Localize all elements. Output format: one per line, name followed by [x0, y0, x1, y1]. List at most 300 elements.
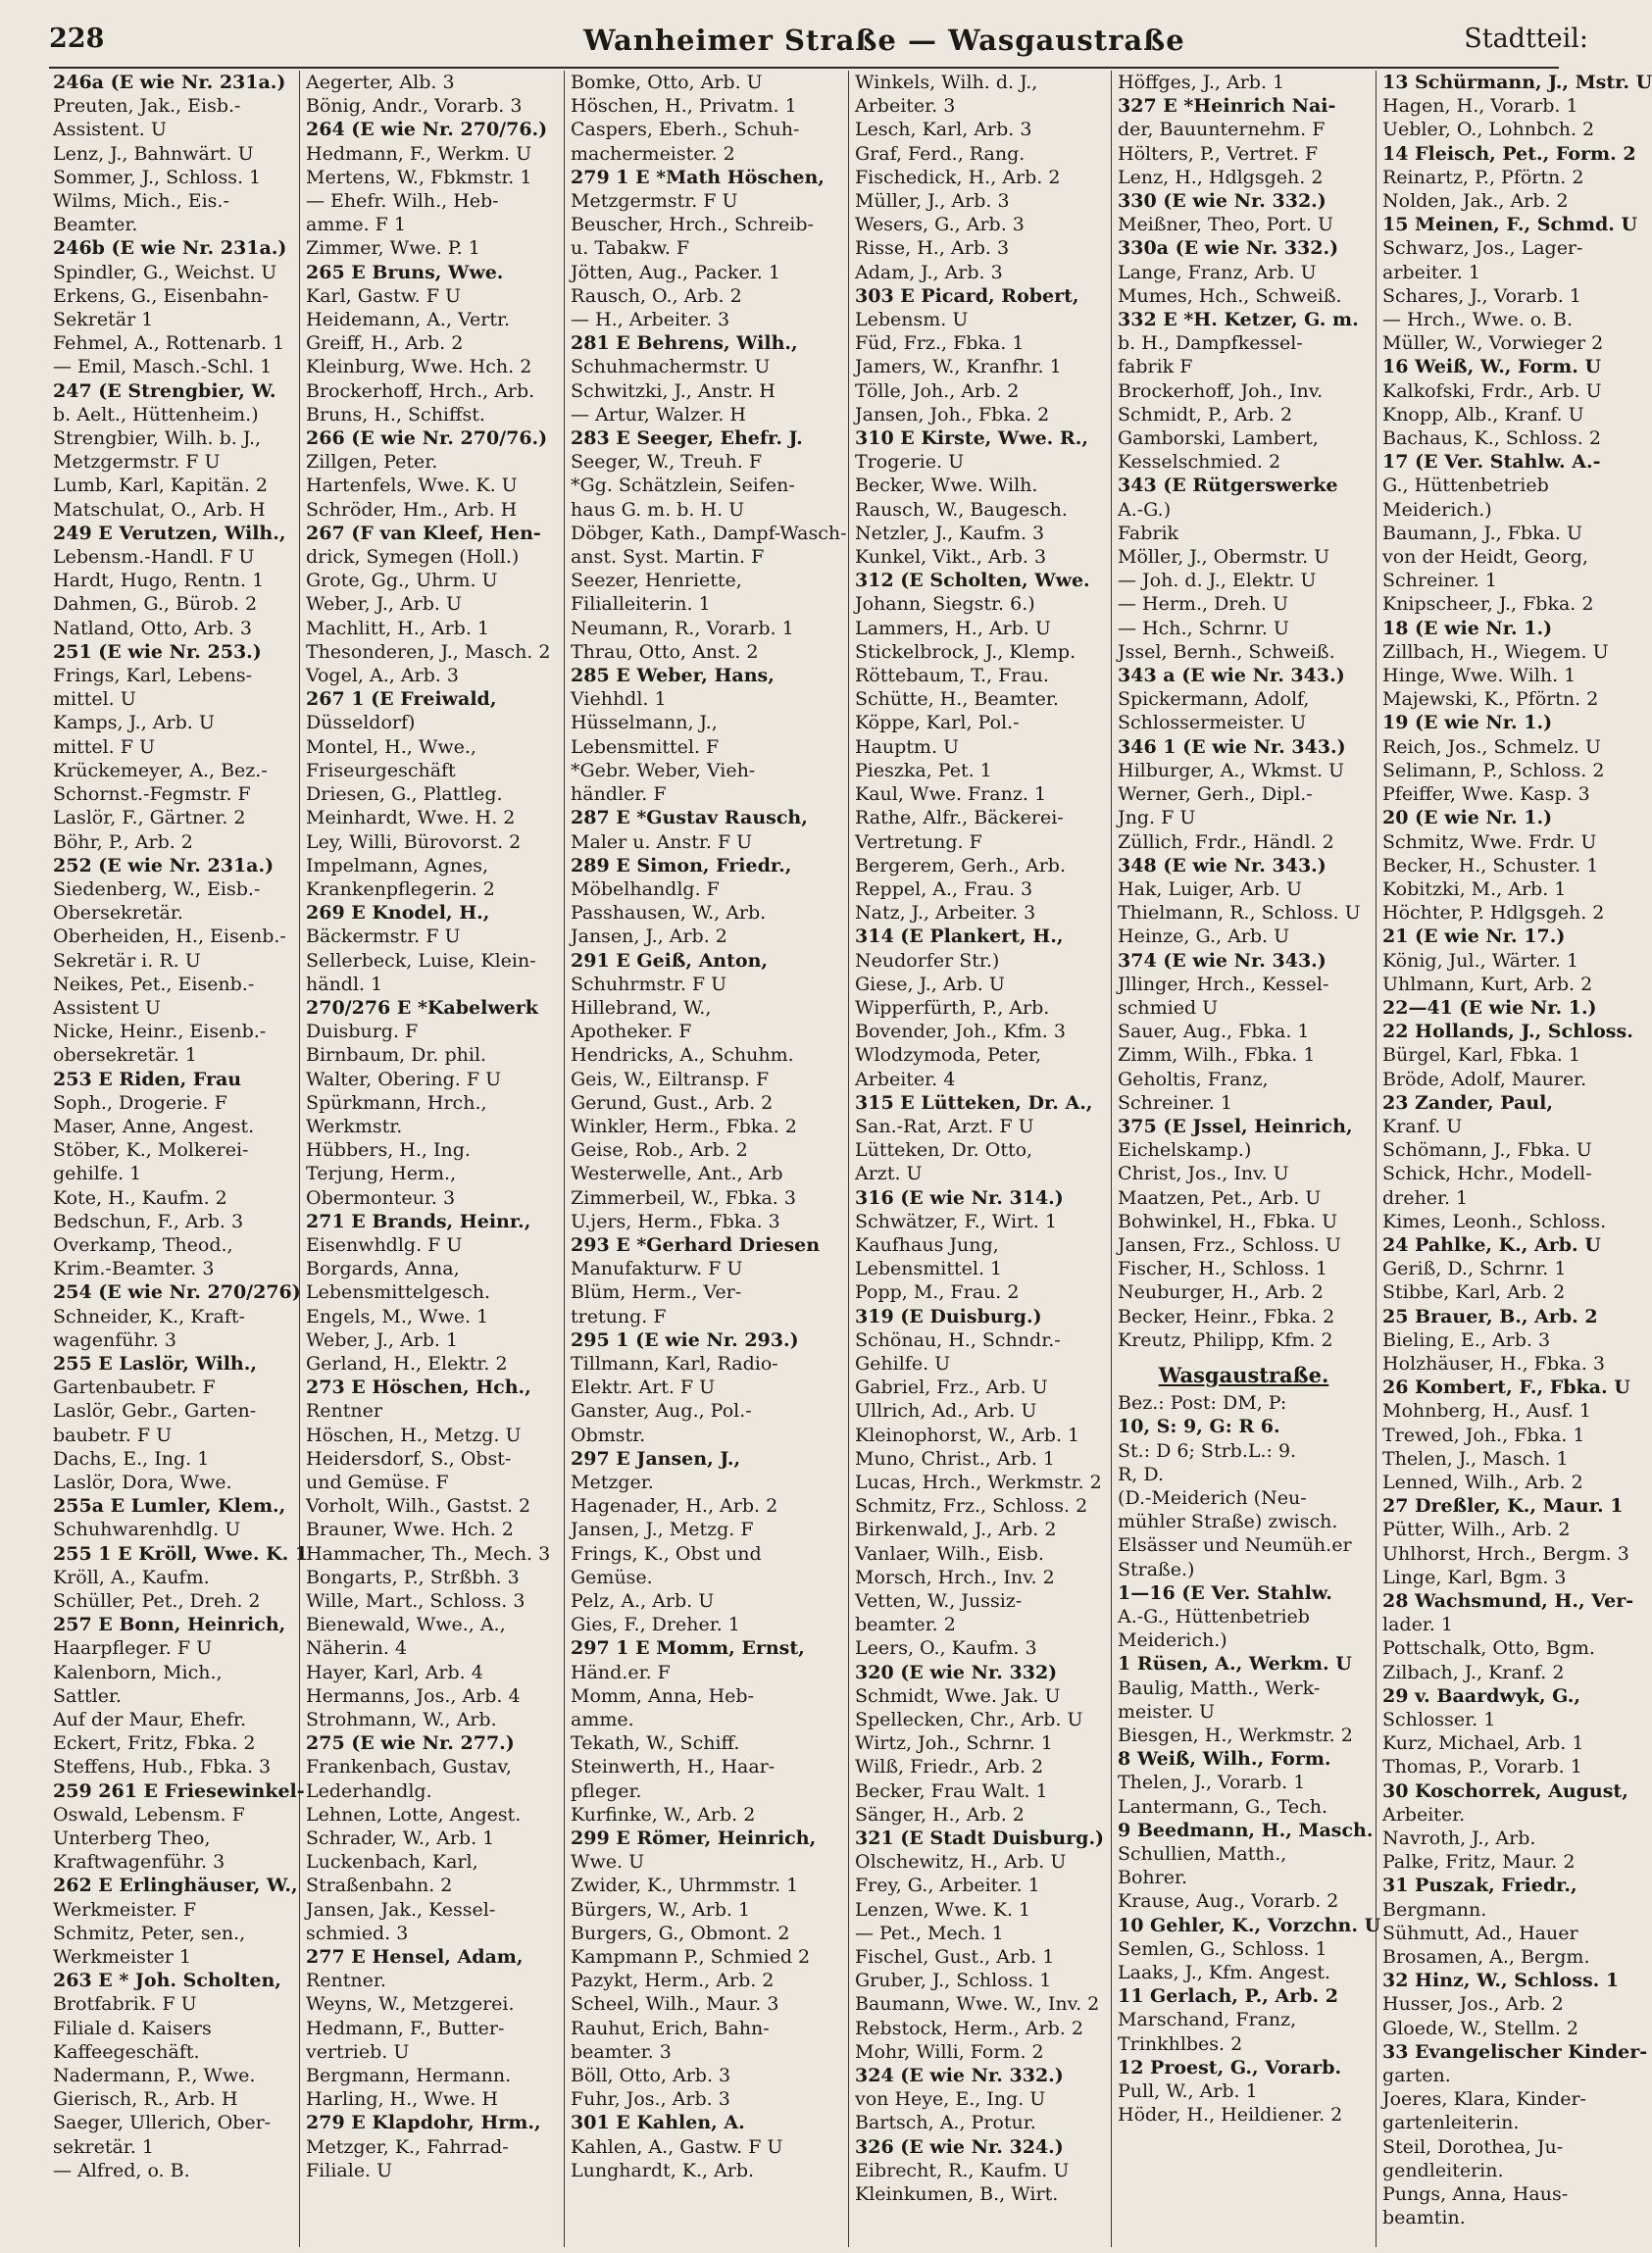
directory-entry-line: Straße.): [1118, 1558, 1195, 1580]
directory-entry-line: Kampmann P., Schmied 2: [571, 1946, 811, 1969]
directory-entry-line: Baumann, Wwe. W., Inv. 2: [855, 1993, 1100, 2016]
directory-entry-line: 271 E Brands, Heinr.,: [306, 1210, 531, 1232]
directory-entry-line: Ley, Willi, Bürovorst. 2: [306, 830, 522, 853]
directory-entry-line: Spellecken, Chr., Arb. U: [855, 1709, 1083, 1731]
directory-entry-line: Meiderich.): [1118, 1629, 1227, 1652]
directory-entry-line: Birnbaum, Dr. phil.: [306, 1044, 487, 1067]
directory-entry-line: Steil, Dorothea, Ju-: [1382, 2135, 1564, 2158]
directory-entry-line: Hedmann, F., Werkm. U: [306, 142, 532, 165]
directory-entry-line: Schmitz, Frz., Schloss. 2: [855, 1495, 1088, 1518]
directory-entry-line: Arbeiter.: [1382, 1803, 1466, 1826]
directory-entry-line: 266 (E wie Nr. 270/76.): [306, 427, 548, 450]
directory-entry-line: 277 E Hensel, Adam,: [306, 1946, 524, 1969]
directory-entry-line: Driesen, G., Plattleg.: [306, 783, 503, 806]
directory-entry-line: Tillmann, Karl, Radio-: [571, 1352, 778, 1375]
directory-entry-line: Aegerter, Alb. 3: [306, 72, 455, 93]
directory-entry-line: Spindler, G., Weichst. U: [53, 261, 277, 283]
directory-entry-line: 27 Dreßler, K., Maur. 1: [1382, 1495, 1624, 1518]
directory-entry-line: Bez.: Post: DM, P:: [1118, 1392, 1287, 1415]
directory-entry-line: Friseurgeschäft: [306, 759, 456, 781]
directory-entry-line: Schmidt, Wwe. Jak. U: [855, 1684, 1061, 1707]
directory-entry-line: 374 (E wie Nr. 343.): [1118, 949, 1327, 972]
directory-entry-line: Müller, W., Vorwieger 2: [1382, 332, 1604, 355]
directory-entry-line: Jng. F U: [1118, 807, 1196, 829]
directory-entry-line: Hammacher, Th., Mech. 3: [306, 1542, 551, 1565]
directory-entry-line: Werkmeister. F: [53, 1898, 197, 1921]
directory-entry-line: Netzler, J., Kaufm. 3: [855, 522, 1045, 544]
directory-entry-line: Weyns, W., Metzgerei.: [306, 1993, 515, 2016]
directory-entry-line: Frings, K., Obst und: [571, 1542, 762, 1565]
directory-entry-line: Fischedick, H., Arb. 2: [855, 166, 1061, 188]
directory-entry-line: Olschewitz, H., Arb. U: [855, 1851, 1067, 1874]
directory-entry-line: 348 (E wie Nr. 343.): [1118, 854, 1327, 876]
directory-entry-line: garten.: [1382, 2065, 1451, 2087]
directory-entry-line: Filialleiterin. 1: [571, 593, 711, 616]
directory-entry-line: Thrau, Otto, Anst. 2: [571, 640, 759, 663]
directory-entry-line: Seeger, W., Treuh. F: [571, 451, 763, 474]
directory-entry-line: Jllinger, Hrch., Kessel-: [1118, 973, 1329, 995]
directory-entry-line: Blüm, Herm., Ver-: [571, 1281, 742, 1304]
directory-entry-line: Hagen, H., Vorarb. 1: [1382, 95, 1578, 118]
directory-entry-line: Pottschalk, Otto, Bgm.: [1382, 1637, 1595, 1660]
directory-entry-line: 287 E *Gustav Rausch,: [571, 807, 808, 829]
directory-entry-line: Becker, H., Schuster. 1: [1382, 854, 1599, 876]
directory-entry-line: Kalenborn, Mich.,: [53, 1661, 223, 1683]
directory-entry-line: Unterberg Theo,: [53, 1827, 211, 1850]
directory-entry-line: Eckert, Fritz, Fbka. 2: [53, 1732, 256, 1755]
directory-entry-line: Jötten, Aug., Packer. 1: [571, 261, 780, 283]
directory-entry-line: 13 Schürmann, J., Mstr. U: [1382, 72, 1652, 93]
directory-entry-line: 20 (E wie Nr. 1.): [1382, 807, 1553, 829]
directory-entry-line: 343 (E Rütgerswerke: [1118, 475, 1338, 497]
directory-entry-line: Caspers, Eberh., Schuh-: [571, 119, 800, 141]
directory-entry-line: Hölters, P., Vertret. F: [1118, 142, 1319, 165]
directory-entry-line: 326 (E wie Nr. 324.): [855, 2135, 1064, 2158]
directory-entry-line: 267 (F van Kleef, Hen-: [306, 522, 541, 544]
directory-entry-line: Frankenbach, Gustav,: [306, 1756, 512, 1778]
directory-entry-line: Strengbier, Wilh. b. J.,: [53, 427, 262, 450]
directory-entry-line: Thielmann, R., Schloss. U: [1118, 902, 1361, 925]
directory-entry-line: Pungs, Anna, Haus-: [1382, 2183, 1569, 2206]
directory-entry-line: Lenned, Wilh., Arb. 2: [1382, 1471, 1583, 1493]
directory-entry-line: Hardt, Hugo, Rentn. 1: [53, 570, 265, 592]
directory-entry-line: Kote, H., Kaufm. 2: [53, 1186, 227, 1209]
directory-entry-line: 285 E Weber, Hans,: [571, 665, 775, 687]
directory-entry-line: Bönig, Andr., Vorarb. 3: [306, 95, 523, 118]
directory-entry-line: 297 E Jansen, J.,: [571, 1447, 741, 1470]
directory-entry-line: pfleger.: [571, 1779, 642, 1802]
directory-entry-line: Auf der Maur, Ehefr.: [53, 1709, 247, 1731]
directory-entry-line: Fischel, Gust., Arb. 1: [855, 1946, 1055, 1969]
directory-entry-line: Höschen, H., Privatm. 1: [571, 95, 797, 118]
directory-entry-line: Kaufhaus Jung,: [855, 1233, 999, 1256]
directory-entry-line: 330a (E wie Nr. 332.): [1118, 237, 1339, 260]
directory-entry-line: Schmitz, Wwe. Frdr. U: [1382, 830, 1597, 853]
directory-entry-line: Popp, M., Frau. 2: [855, 1281, 1020, 1304]
page-header: [49, 18, 1588, 69]
directory-entry-line: drick, Symegen (Holl.): [306, 546, 520, 569]
directory-entry-line: 254 (E wie Nr. 270/276): [53, 1281, 301, 1304]
directory-entry-line: Hillebrand, W.,: [571, 996, 712, 1019]
directory-entry-line: händler. F: [571, 783, 667, 806]
directory-entry-line: Kamps, J., Arb. U: [53, 712, 215, 734]
directory-entry-line: 299 E Römer, Heinrich,: [571, 1827, 817, 1850]
directory-entry-line: Strohmann, W., Arb.: [306, 1709, 497, 1731]
directory-entry-line: Arzt. U: [855, 1163, 923, 1185]
directory-entry-line: Leers, O., Kaufm. 3: [855, 1637, 1037, 1660]
directory-entry-line: Eisenwhdlg. F U: [306, 1233, 463, 1256]
directory-entry-line: 332 E *H. Ketzer, G. m.: [1118, 309, 1359, 331]
directory-entry-line: — Alfred, o. B.: [53, 2159, 190, 2181]
directory-entry-line: Biesgen, H., Werkmstr. 2: [1118, 1725, 1353, 1747]
directory-entry-line: 273 E Höschen, Hch.,: [306, 1377, 531, 1399]
directory-entry-line: Ganster, Aug., Pol.-: [571, 1400, 752, 1423]
directory-entry-line: Schlossermeister. U: [1118, 712, 1307, 734]
directory-entry-line: 265 E Bruns, Wwe.: [306, 261, 504, 283]
directory-entry-line: Trinkhlbes. 2: [1118, 2032, 1243, 2055]
directory-entry-line: Zwider, K., Uhrmmstr. 1: [571, 1875, 799, 1897]
directory-entry-line: Lange, Franz, Arb. U: [1118, 261, 1317, 283]
directory-entry-line: Jansen, J., Arb. 2: [571, 926, 727, 948]
directory-entry-line: 14 Fleisch, Pet., Form. 2: [1382, 142, 1636, 165]
directory-entry-line: 321 (E Stadt Duisburg.): [855, 1827, 1105, 1850]
directory-entry-line: 1—16 (E Ver. Stahlw.: [1118, 1581, 1332, 1604]
directory-entry-line: Höschen, H., Metzg. U: [306, 1424, 522, 1446]
directory-entry-line: Thomas, P., Vorarb. 1: [1382, 1756, 1582, 1778]
directory-entry-line: Apotheker. F: [571, 1021, 692, 1043]
directory-entry-line: Kleinburg, Wwe. Hch. 2: [306, 356, 532, 378]
directory-entry-line: sekretär. 1: [53, 2135, 154, 2158]
directory-entry-line: Burgers, G., Obmont. 2: [571, 1922, 790, 1944]
directory-entry-line: 289 E Simon, Friedr.,: [571, 854, 792, 876]
directory-entry-line: Greiff, H., Arb. 2: [306, 332, 464, 355]
directory-entry-line: König, Jul., Wärter. 1: [1382, 949, 1579, 972]
directory-entry-line: Selimann, P., Schloss. 2: [1382, 759, 1605, 781]
directory-entry-line: Nadermann, P., Wwe.: [53, 2065, 256, 2087]
directory-entry-line: 31 Puszak, Friedr.,: [1382, 1875, 1577, 1897]
directory-entry-line: gendleiterin.: [1382, 2159, 1504, 2181]
directory-entry-line: — Ehefr. Wilh., Heb-: [306, 190, 499, 213]
directory-entry-line: 255 E Laslör, Wilh.,: [53, 1352, 257, 1375]
directory-entry-line: Vertretung. F: [855, 830, 982, 853]
directory-entry-line: Bohrer.: [1118, 1867, 1187, 1889]
directory-entry-line: Reinartz, P., Pförtn. 2: [1382, 166, 1584, 188]
directory-entry-line: Bomke, Otto, Arb. U: [571, 72, 763, 93]
directory-entry-line: Schröder, Hm., Arb. H: [306, 498, 518, 521]
directory-entry-line: Brotfabrik. F U: [53, 1993, 197, 2016]
directory-entry-line: Oswald, Lebensm. F: [53, 1803, 245, 1826]
directory-entry-line: Montel, H., Wwe.,: [306, 735, 476, 758]
directory-entry-line: 279 E Klapdohr, Hrm.,: [306, 2112, 541, 2134]
directory-entry-line: Preuten, Jak., Eisb.-: [53, 95, 241, 118]
directory-entry-line: Rentner: [306, 1400, 382, 1423]
directory-entry-line: Reppel, A., Frau. 3: [855, 877, 1033, 900]
directory-entry-line: 281 E Behrens, Wilh.,: [571, 332, 798, 355]
directory-entry-line: Schmidt, P., Arb. 2: [1118, 403, 1293, 426]
directory-entry-line: Mohnberg, H., Ausf. 1: [1382, 1400, 1592, 1423]
directory-entry-line: 324 (E wie Nr. 332.): [855, 2065, 1064, 2087]
directory-entry-line: Overkamp, Theod.,: [53, 1233, 233, 1256]
directory-entry-line: — Emil, Masch.-Schl. 1: [53, 356, 273, 378]
column-5: [1112, 71, 1381, 2247]
directory-entry-line: Hedmann, F., Butter-: [306, 2017, 505, 2039]
directory-entry-line: Lunghardt, K., Arb.: [571, 2159, 755, 2181]
directory-entry-line: Assistent U: [53, 996, 161, 1019]
directory-entry-line: Fabrik: [1118, 522, 1179, 544]
directory-entry-line: — Joh. d. J., Elektr. U: [1118, 570, 1317, 592]
directory-entry-line: Bovender, Joh., Kfm. 3: [855, 1021, 1066, 1043]
directory-entry-line: Dachs, E., Ing. 1: [53, 1447, 210, 1470]
directory-entry-line: Manufakturw. F U: [571, 1258, 743, 1280]
directory-entry-line: Bruns, H., Schiffst.: [306, 403, 485, 426]
directory-entry-line: Schwitzki, J., Anstr. H: [571, 379, 776, 402]
directory-entry-line: 255a E Lumler, Klem.,: [53, 1495, 286, 1518]
directory-entry-line: Heidersdorf, S., Obst-: [306, 1447, 512, 1470]
directory-entry-line: Neuburger, H., Arb. 2: [1118, 1281, 1324, 1304]
directory-entry-line: Lenz, J., Bahnwärt. U: [53, 142, 254, 165]
directory-entry-line: 26 Kombert, F., Fbka. U: [1382, 1377, 1630, 1399]
directory-entry-line: Natz, J., Arbeiter. 3: [855, 902, 1036, 925]
column-4: [849, 71, 1112, 2247]
directory-entry-line: Kraftwagenführ. 3: [53, 1851, 225, 1874]
directory-entry-line: Weber, J., Arb. U: [306, 593, 463, 616]
directory-entry-line: Filiale. U: [306, 2159, 393, 2181]
directory-entry-line: lader. 1: [1382, 1614, 1453, 1636]
directory-entry-line: Natland, Otto, Arb. 3: [53, 617, 252, 639]
directory-entry-line: Majewski, K., Pförtn. 2: [1382, 688, 1599, 711]
directory-entry-line: — Artur, Walzer. H: [571, 403, 746, 426]
directory-entry-line: Düsseldorf): [306, 712, 416, 734]
directory-entry-line: Becker, Wwe. Wilh.: [855, 475, 1038, 497]
directory-entry-line: 29 v. Baardwyk, G.,: [1382, 1684, 1580, 1707]
directory-entry-line: Bedschun, F., Arb. 3: [53, 1210, 244, 1232]
directory-entry-line: Sekretär i. R. U: [53, 949, 201, 972]
directory-entry-line: vertrieb. U: [306, 2040, 410, 2063]
directory-entry-line: Jansen, Joh., Fbka. 2: [855, 403, 1050, 426]
directory-entry-line: Metzger.: [571, 1471, 654, 1493]
directory-entry-line: Harling, H., Wwe. H: [306, 2088, 498, 2111]
directory-entry-line: Laaks, J., Kfm. Angest.: [1118, 1962, 1330, 1984]
directory-entry-line: Schömann, J., Fbka. U: [1382, 1139, 1592, 1162]
directory-entry-line: Rentner.: [306, 1970, 386, 1992]
directory-entry-line: Schütte, H., Beamter.: [855, 688, 1059, 711]
directory-entry-line: Wilß, Friedr., Arb. 2: [855, 1756, 1044, 1778]
directory-entry-line: Westerwelle, Ant., Arb: [571, 1163, 783, 1185]
directory-entry-line: Lebensm.-Handl. F U: [53, 546, 255, 569]
directory-entry-line: Thelen, J., Vorarb. 1: [1118, 1772, 1306, 1794]
directory-entry-line: Becker, Frau Walt. 1: [855, 1779, 1048, 1802]
column-6: [1377, 71, 1652, 2247]
directory-entry-line: Gerund, Gust., Arb. 2: [571, 1091, 774, 1114]
directory-entry-line: Sommer, J., Schloss. 1: [53, 166, 262, 188]
directory-entry-line: Schick, Hchr., Modell-: [1382, 1163, 1592, 1185]
directory-entry-line: Obmstr.: [571, 1424, 646, 1446]
directory-entry-line: 247 (E Strengbier, W.: [53, 379, 276, 402]
directory-entry-line: Beamter.: [53, 214, 138, 236]
directory-entry-line: Bienewald, Wwe., A.,: [306, 1614, 506, 1636]
directory-entry-line: Schuhrmstr. F U: [571, 973, 727, 995]
directory-entry-line: G., Hüttenbetrieb: [1382, 475, 1549, 497]
directory-entry-line: Stöber, K., Molkerei-: [53, 1139, 249, 1162]
directory-entry-line: Kahlen, A., Gastw. F U: [571, 2135, 783, 2158]
directory-entry-line: Seezer, Henriette,: [571, 570, 742, 592]
directory-entry-line: Husser, Jos., Arb. 2: [1382, 1993, 1564, 2016]
directory-entry-line: 18 (E wie Nr. 1.): [1382, 617, 1553, 639]
column-1: [47, 71, 309, 2247]
directory-entry-line: Christ, Jos., Inv. U: [1118, 1163, 1289, 1185]
directory-entry-line: Hayer, Karl, Arb. 4: [306, 1661, 483, 1683]
directory-entry-line: Kröll, A., Kaufm.: [53, 1566, 210, 1588]
directory-entry-line: baubetr. F U: [53, 1424, 173, 1446]
directory-entry-line: 310 E Kirste, Wwe. R.,: [855, 427, 1088, 450]
directory-entry-line: 257 E Bonn, Heinrich,: [53, 1614, 286, 1636]
directory-entry-line: Müller, J., Arb. 3: [855, 190, 1010, 213]
directory-entry-line: Kurfinke, W., Arb. 2: [571, 1803, 756, 1826]
directory-entry-line: Uebler, O., Lohnbch. 2: [1382, 119, 1595, 141]
directory-entry-line: Vanlaer, Wilh., Eisb.: [855, 1542, 1044, 1565]
directory-entry-line: haus G. m. b. H. U: [571, 498, 745, 521]
directory-entry-line: 246b (E wie Nr. 231a.): [53, 237, 287, 260]
directory-entry-line: Kunkel, Vikt., Arb. 3: [855, 546, 1047, 569]
directory-entry-line: Heinze, G., Arb. U: [1118, 926, 1290, 948]
directory-entry-line: Hübbers, H., Ing.: [306, 1139, 471, 1162]
directory-entry-line: Lenz, H., Hdlgsgeh. 2: [1118, 166, 1324, 188]
directory-entry-line: Becker, Heinr., Fbka. 2: [1118, 1305, 1335, 1327]
directory-entry-line: Rausch, W., Baugesch.: [855, 498, 1068, 521]
directory-entry-line: 263 E * Joh. Scholten,: [53, 1970, 281, 1992]
directory-entry-line: — Hrch., Wwe. o. B.: [1382, 309, 1573, 331]
directory-entry-line: Brauner, Wwe. Hch. 2: [306, 1519, 514, 1541]
directory-entry-line: Wilms, Mich., Eis.-: [53, 190, 229, 213]
directory-entry-line: Neikes, Pet., Eisenb.-: [53, 973, 255, 995]
directory-entry-line: Birkenwald, J., Arb. 2: [855, 1519, 1057, 1541]
directory-entry-line: Bergerem, Gerh., Arb.: [855, 854, 1066, 876]
directory-entry-line: Risse, H., Arb. 3: [855, 237, 1010, 260]
directory-entry-line: Kurz, Michael, Arb. 1: [1382, 1732, 1584, 1755]
directory-entry-line: Kleinkumen, B., Wirt.: [855, 2183, 1059, 2206]
directory-entry-line: Scheel, Wilh., Maur. 3: [571, 1993, 779, 2016]
directory-entry-line: Lütteken, Dr. Otto,: [855, 1139, 1033, 1162]
directory-entry-line: Maler u. Anstr. F U: [571, 830, 753, 853]
directory-entry-line: 259 261 E Friesewinkel-: [53, 1779, 305, 1802]
directory-entry-line: Geise, Rob., Arb. 2: [571, 1139, 748, 1162]
directory-entry-line: 251 (E wie Nr. 253.): [53, 640, 262, 663]
directory-entry-line: Hendricks, A., Schuhm.: [571, 1044, 794, 1067]
directory-entry-line: 8 Weiß, Wilh., Form.: [1118, 1748, 1331, 1771]
directory-entry-line: Geriß, D., Schrnr. 1: [1382, 1258, 1567, 1280]
directory-entry-line: meister. U: [1118, 1700, 1216, 1723]
directory-entry-line: Mumes, Hch., Schweiß.: [1118, 284, 1342, 307]
directory-entry-line: Meiderich.): [1382, 498, 1492, 521]
directory-entry-line: Züllich, Frdr., Händl. 2: [1118, 830, 1334, 853]
directory-entry-line: Wille, Mart., Schloss. 3: [306, 1590, 526, 1612]
directory-entry-line: mühler Straße) zwisch.: [1118, 1511, 1338, 1533]
directory-entry-line: Jansen, Frz., Schloss. U: [1118, 1233, 1341, 1256]
directory-entry-line: Wasgaustraße.: [1158, 1362, 1329, 1387]
directory-entry-line: Köppe, Karl, Pol.-: [855, 712, 1020, 734]
directory-entry-line: 24 Pahlke, K., Arb. U: [1382, 1233, 1601, 1256]
directory-entry-line: 23 Zander, Paul,: [1382, 1091, 1554, 1114]
directory-entry-line: Schlosser. 1: [1382, 1709, 1496, 1731]
directory-entry-line: Impelmann, Agnes,: [306, 854, 489, 876]
directory-entry-line: Schreiner. 1: [1382, 570, 1497, 592]
directory-entry-line: Eibrecht, R., Kaufm. U: [855, 2159, 1070, 2181]
directory-entry-line: Zillbach, H., Wiegem. U: [1382, 640, 1609, 663]
directory-entry-line: Bröde, Adolf, Maurer.: [1382, 1068, 1587, 1090]
directory-entry-line: Palke, Fritz, Maur. 2: [1382, 1851, 1576, 1874]
directory-entry-line: Muno, Christ., Arb. 1: [855, 1447, 1056, 1470]
directory-entry-line: Möbelhandlg. F: [571, 877, 720, 900]
directory-entry-line: Lammers, H., Arb. U: [855, 617, 1051, 639]
directory-entry-line: Kesselschmied. 2: [1118, 451, 1281, 474]
directory-entry-line: 12 Proest, G., Vorarb.: [1118, 2056, 1342, 2078]
directory-entry-line: Kobitzki, M., Arb. 1: [1382, 877, 1567, 900]
directory-entry-line: amme. F 1: [306, 214, 406, 236]
directory-entry-line: Frings, Karl, Lebens-: [53, 665, 253, 687]
directory-entry-line: Joeres, Klara, Kinder-: [1382, 2088, 1586, 2111]
directory-entry-line: 312 (E Scholten, Wwe.: [855, 570, 1090, 592]
directory-entry-line: Mertens, W., Fbkmstr. 1: [306, 166, 532, 188]
directory-entry-line: Meinhardt, Wwe. H. 2: [306, 807, 516, 829]
directory-entry-line: Thesonderen, J., Masch. 2: [306, 640, 551, 663]
directory-entry-line: 330 (E wie Nr. 332.): [1118, 190, 1327, 213]
directory-entry-line: Straßenbahn. 2: [306, 1875, 453, 1897]
directory-entry-line: Trewed, Joh., Fbka. 1: [1382, 1424, 1585, 1446]
directory-entry-line: Gabriel, Frz., Arb. U: [855, 1377, 1048, 1399]
directory-entry-line: Krückemeyer, A., Bez.-: [53, 759, 268, 781]
directory-entry-line: Schuhwarenhdlg. U: [53, 1519, 241, 1541]
directory-entry-line: 22—41 (E wie Nr. 1.): [1382, 996, 1597, 1019]
directory-entry-line: Geis, W., Eiltransp. F: [571, 1068, 770, 1090]
directory-entry-line: 320 (E wie Nr. 332): [855, 1661, 1058, 1683]
directory-entry-line: Werkmstr.: [306, 1115, 403, 1137]
directory-entry-line: Pfeiffer, Wwe. Kasp. 3: [1382, 783, 1590, 806]
directory-entry-line: 10 Gehler, K., Vorzchn. U: [1118, 1914, 1381, 1936]
directory-entry-line: Kranf. U: [1382, 1115, 1463, 1137]
directory-entry-line: St.: D 6; Strb.L.: 9.: [1118, 1439, 1297, 1462]
directory-entry-line: Meißner, Theo, Port. U: [1118, 214, 1333, 236]
directory-entry-line: Bartsch, A., Protur.: [855, 2112, 1036, 2134]
directory-entry-line: Viehhdl. 1: [571, 688, 667, 711]
directory-entry-line: b. Aelt., Hüttenheim.): [53, 403, 259, 426]
directory-entry-line: Kleinophorst, W., Arb. 1: [855, 1424, 1080, 1446]
directory-entry-line: Metzgermstr. F U: [53, 451, 221, 474]
directory-entry-line: Adam, J., Arb. 3: [855, 261, 1003, 283]
directory-entry-line: Schreiner. 1: [1118, 1091, 1232, 1114]
directory-entry-line: 314 (E Plankert, H.,: [855, 926, 1064, 948]
directory-entry-line: Kalkofski, Frdr., Arb. U: [1382, 379, 1602, 402]
directory-entry-line: tretung. F: [571, 1305, 667, 1327]
district-label: Stadtteil:: [1464, 24, 1588, 54]
directory-entry-line: Borgards, Anna,: [306, 1258, 460, 1280]
directory-entry-line: 25 Brauer, B., Arb. 2: [1382, 1305, 1598, 1327]
directory-entry-line: Vorholt, Wilh., Gastst. 2: [306, 1495, 531, 1518]
directory-entry-line: Schwätzer, F., Wirt. 1: [855, 1210, 1057, 1232]
directory-entry-line: Näherin. 4: [306, 1637, 407, 1660]
directory-entry-line: Brockerhoff, Joh., Inv.: [1118, 379, 1324, 402]
directory-entry-line: Grote, Gg., Uhrm. U: [306, 570, 498, 592]
directory-entry-line: Böll, Otto, Arb. 3: [571, 2065, 731, 2087]
directory-entry-line: Wlodzymoda, Peter,: [855, 1044, 1042, 1067]
directory-entry-line: beamter. 2: [855, 1614, 956, 1636]
directory-entry-line: 343 a (E wie Nr. 343.): [1118, 665, 1345, 687]
directory-entry-line: 327 E *Heinrich Nai-: [1118, 95, 1336, 118]
directory-entry-line: Haarpfleger. F U: [53, 1637, 213, 1660]
directory-entry-line: (D.-Meiderich (Neu-: [1118, 1486, 1307, 1509]
directory-entry-line: gartenleiterin.: [1382, 2112, 1520, 2134]
directory-entry-line: Metzger, K., Fahrrad-: [306, 2135, 509, 2158]
directory-entry-line: schmied. 3: [306, 1922, 409, 1944]
